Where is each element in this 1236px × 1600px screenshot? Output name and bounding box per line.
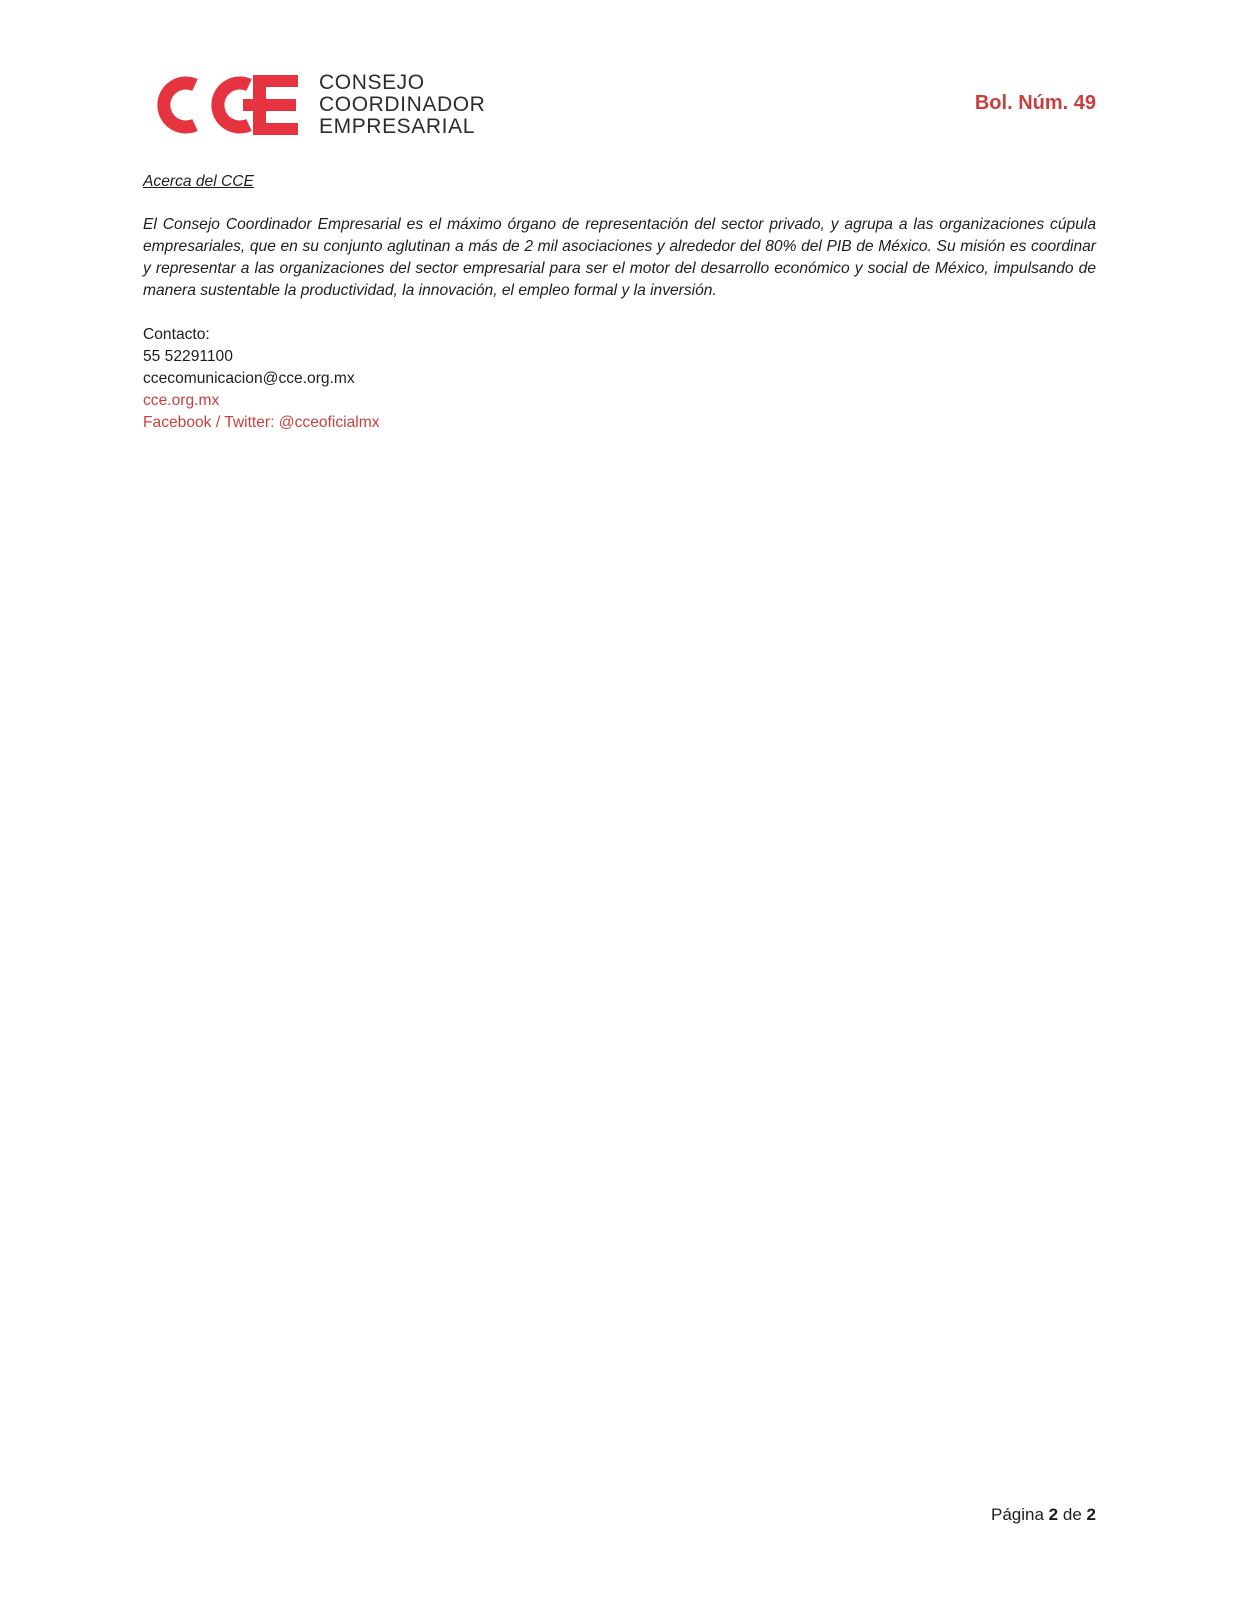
page-word: Página (991, 1505, 1044, 1524)
cce-logo (143, 72, 488, 138)
logo-line-3: EMPRESARIAL (319, 115, 475, 138)
main-content (143, 171, 1096, 434)
contact-label: Contacto: (143, 326, 210, 343)
logo-line-2: COORDINADOR (319, 93, 486, 116)
logo-line-1: CONSEJO (319, 71, 425, 94)
website-link[interactable]: cce.org.mx (143, 392, 220, 409)
social-link[interactable]: Facebook / Twitter: @cceoficialmx (143, 414, 380, 431)
of-word: de (1062, 1505, 1082, 1524)
cce-logo-mark (143, 72, 303, 138)
page-total: 2 (1086, 1505, 1096, 1524)
page-current: 2 (1048, 1505, 1059, 1524)
about-paragraph: El Consejo Coordinador Empresarial es el máximo órgano de representación del sector privado, y agrupa a las organizaciones cúpula empresariales, que en su conjunto aglutinan a más de 2 mil asociaciones y alrededor del 80% del PIB de México. Su misión es coordinar y representar a las organizaciones del sector empresarial para ser el motor del desarrollo económico y social de México, impulsando de manera sustentable la productividad, la innovación, el empleo formal y la inversión. (143, 216, 1096, 299)
logo-wordmark (319, 72, 485, 138)
contact-phone: 55 52291100 (143, 348, 233, 365)
about-heading: Acerca del CCE (143, 173, 254, 190)
page-number (991, 1505, 1096, 1525)
bulletin-number: Bol. Núm. 49 (974, 92, 1096, 114)
contact-email[interactable]: ccecomunicacion@cce.org.mx (143, 370, 355, 387)
contact-block (143, 324, 1096, 434)
